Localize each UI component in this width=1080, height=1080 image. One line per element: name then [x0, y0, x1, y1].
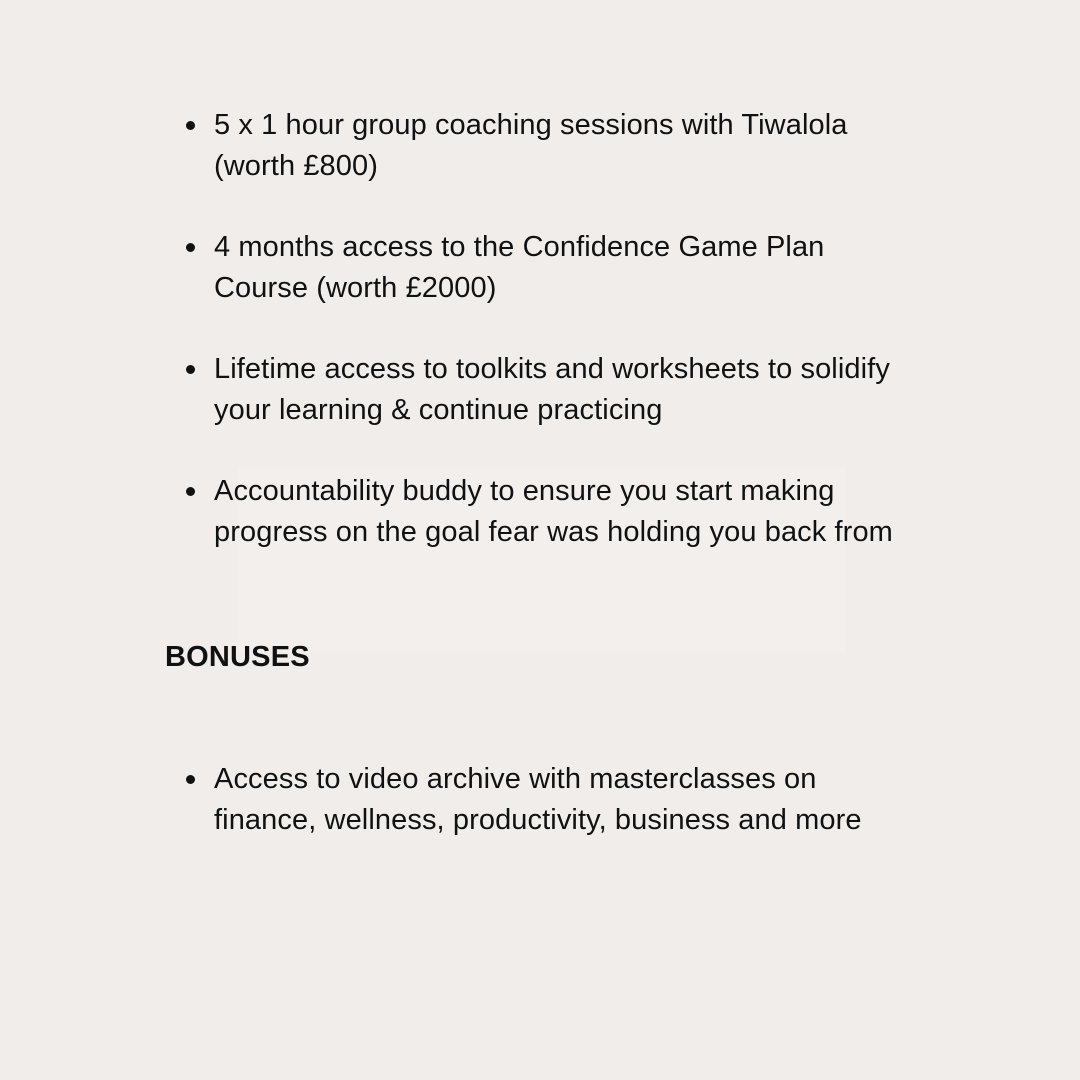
bullet-dot-icon: [186, 121, 195, 130]
bullet-dot-icon: [186, 487, 195, 496]
bullet-dot-icon: [186, 775, 195, 784]
list-item-text: 4 months access to the Confidence Game Plan Course (worth £2000): [214, 231, 825, 304]
list-item-text: Access to video archive with masterclasses on finance, wellness, productivity, business and more: [214, 763, 862, 836]
benefits-list: [165, 105, 925, 593]
list-item: [165, 227, 925, 308]
list-item: [165, 349, 925, 430]
bonuses-heading: BONUSES: [165, 641, 310, 673]
list-item-text: Lifetime access to toolkits and worksheets to solidify your learning & continue practicing: [214, 353, 890, 426]
bullet-dot-icon: [186, 243, 195, 252]
bonuses-list: [165, 759, 925, 881]
list-item: [165, 471, 925, 552]
list-item: [165, 105, 925, 186]
list-item: [165, 759, 925, 840]
list-item-text: Accountability buddy to ensure you start making progress on the goal fear was holding you back from: [214, 475, 893, 548]
bullet-dot-icon: [186, 365, 195, 374]
list-item-text: 5 x 1 hour group coaching sessions with Tiwalola (worth £800): [214, 109, 848, 182]
